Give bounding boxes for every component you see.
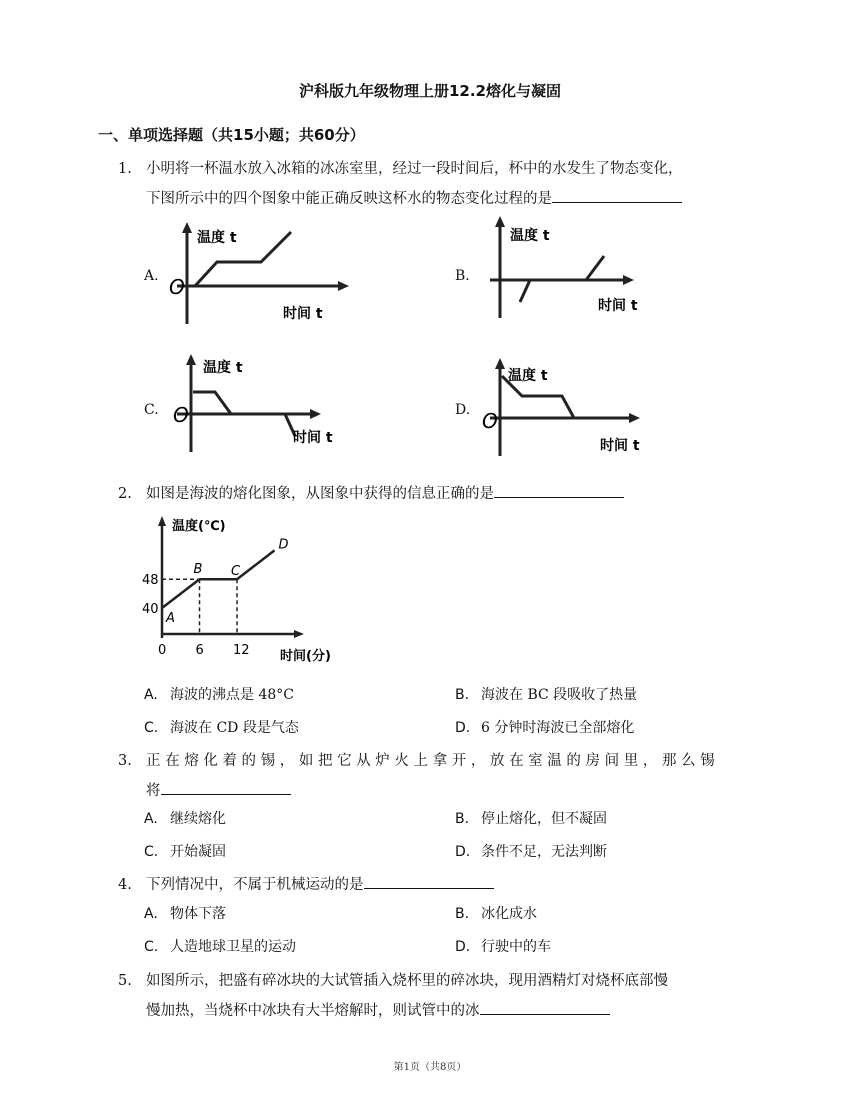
q4-option-c[interactable] (144, 936, 296, 956)
option-label: A. (144, 811, 158, 827)
option-text: 继续熔化 (170, 811, 226, 827)
question-text: 正 在 熔 化 着 的 锡 ， 如 把 它 从 炉 火 上 拿 开 ， 放 在 室 温 的 房 间 里 ， 那 么 锡 (146, 753, 715, 769)
option-label: C. (144, 939, 159, 955)
option-text: 停止熔化，但不凝固 (481, 811, 607, 827)
y-axis-arrow (186, 354, 196, 365)
x-label: 时间 t (598, 298, 638, 314)
question-text: 下列情况中，不属于机械运动的是 (146, 877, 364, 893)
question-text: 如图所示，把盛有碎冰块的大试管插入烧杯里的碎冰块，现用酒精灯对烧杯底部慢 (146, 973, 668, 989)
q3-option-a[interactable] (144, 808, 226, 828)
question-1-line-1 (118, 154, 683, 184)
x-tick-label: 0 (158, 643, 167, 658)
y-label: 温度 t (508, 368, 548, 384)
q4-option-a[interactable] (144, 903, 226, 923)
answer-blank[interactable] (161, 778, 291, 795)
section-heading: 一、单项选择题（共15小题；共60分） (98, 126, 365, 144)
q2-option-a[interactable] (144, 684, 294, 704)
option-text: 海波在 CD 段是气态 (170, 720, 299, 736)
x-axis-arrow (310, 409, 321, 419)
y-label: 温度 t (197, 230, 237, 246)
chart-x-arrow (294, 630, 304, 638)
x-label: 时间 t (600, 438, 640, 454)
y-tick-label: 40 (142, 602, 159, 617)
q2-option-d[interactable] (455, 717, 634, 737)
question-number: 3. (118, 753, 132, 769)
y-label: 温度 t (510, 228, 550, 244)
question-4-line (118, 870, 494, 900)
option-label: C. (144, 844, 159, 860)
y-axis-arrow (182, 222, 192, 233)
q3-option-d[interactable] (455, 841, 607, 861)
graph-c (165, 352, 355, 457)
origin-label: O (173, 403, 189, 427)
option-text: 海波在 BC 段吸收了热量 (481, 687, 638, 703)
option-label: B. (455, 906, 470, 922)
point-label-c: C (231, 564, 241, 580)
graph-b (478, 214, 668, 324)
option-label: D. (455, 720, 471, 736)
question-3-line-1 (118, 746, 715, 776)
q2-option-b[interactable] (455, 684, 637, 704)
option-b-label: B. (455, 268, 470, 284)
page-title: 沪科版九年级物理上册12.2熔化与凝固 (298, 82, 561, 100)
chart-y-label: 温度(℃) (172, 519, 226, 534)
x-label: 时间 t (283, 306, 323, 322)
graph-curve-end (586, 256, 604, 280)
option-label: A. (144, 687, 158, 703)
q4-option-d[interactable] (455, 936, 551, 956)
option-label: B. (455, 811, 470, 827)
answer-blank[interactable] (494, 481, 624, 498)
question-number: 5. (118, 973, 132, 989)
question-text: 如图是海波的熔化图象，从图象中获得的信息正确的是 (146, 486, 494, 502)
question-5-line-1 (118, 966, 668, 996)
option-a-label: A. (144, 268, 159, 284)
x-axis-arrow (623, 275, 634, 285)
question-text: 慢加热，当烧杯中冰块有大半熔解时，则试管中的冰 (146, 1003, 480, 1019)
chart-y-arrow (158, 516, 166, 526)
option-text: 6 分钟时海波已全部熔化 (481, 720, 635, 736)
graph-a (165, 220, 355, 330)
q3-option-b[interactable] (455, 808, 607, 828)
melting-chart (140, 510, 331, 670)
option-text: 海波的沸点是 48°C (170, 687, 294, 703)
question-text: 将 (146, 783, 161, 799)
question-text: 下图所示中的四个图象中能正确反映这杯水的物态变化过程的是 (146, 191, 552, 207)
option-label: C. (144, 720, 159, 736)
q4-option-b[interactable] (455, 903, 537, 923)
answer-blank[interactable] (364, 872, 494, 889)
y-axis-arrow (495, 358, 505, 369)
point-label-a: A (166, 611, 175, 626)
graph-curve-rise (520, 280, 530, 302)
page-footer: 第1页（共8页） (393, 1062, 467, 1073)
answer-blank[interactable] (480, 998, 610, 1015)
chart-x-label: 时间(分) (280, 649, 331, 664)
x-tick-label: 12 (233, 643, 250, 658)
y-label: 温度 t (203, 360, 243, 376)
question-number: 4. (118, 877, 132, 893)
x-axis-arrow (338, 281, 349, 291)
option-d-label: D. (455, 402, 471, 418)
option-text: 开始凝固 (170, 844, 226, 860)
question-number: 2. (118, 486, 132, 502)
option-c-label: C. (144, 402, 159, 418)
option-label: D. (455, 844, 471, 860)
question-3-line-2 (146, 776, 291, 806)
q2-option-c[interactable] (144, 717, 299, 737)
x-tick-label: 6 (195, 643, 204, 658)
option-label: A. (144, 906, 158, 922)
answer-blank[interactable] (552, 186, 682, 203)
option-label: B. (455, 687, 470, 703)
option-text: 冰化成水 (481, 906, 537, 922)
curve-segment (237, 550, 275, 579)
option-text: 行驶中的车 (481, 939, 551, 955)
question-number: 1. (118, 161, 132, 177)
y-tick-label: 48 (142, 573, 159, 589)
y-axis-arrow (495, 216, 505, 227)
graph-d (478, 356, 668, 461)
point-label-d: D (278, 537, 289, 553)
option-text: 物体下落 (170, 906, 226, 922)
point-label-b: B (193, 562, 203, 578)
curve-segment (162, 579, 200, 608)
q3-option-c[interactable] (144, 841, 226, 861)
option-text: 条件不足，无法判断 (481, 844, 607, 860)
x-axis-arrow (629, 413, 640, 423)
question-5-line-2 (146, 996, 610, 1026)
option-label: D. (455, 939, 471, 955)
x-label: 时间 t (293, 430, 333, 446)
question-text: 小明将一杯温水放入冰箱的冰冻室里，经过一段时间后，杯中的水发生了物态变化， (146, 161, 683, 177)
question-2-line (118, 479, 624, 509)
origin-label: O (169, 275, 185, 299)
option-text: 人造地球卫星的运动 (170, 939, 296, 955)
origin-label: O (482, 409, 498, 433)
question-1-line-2 (146, 184, 682, 214)
